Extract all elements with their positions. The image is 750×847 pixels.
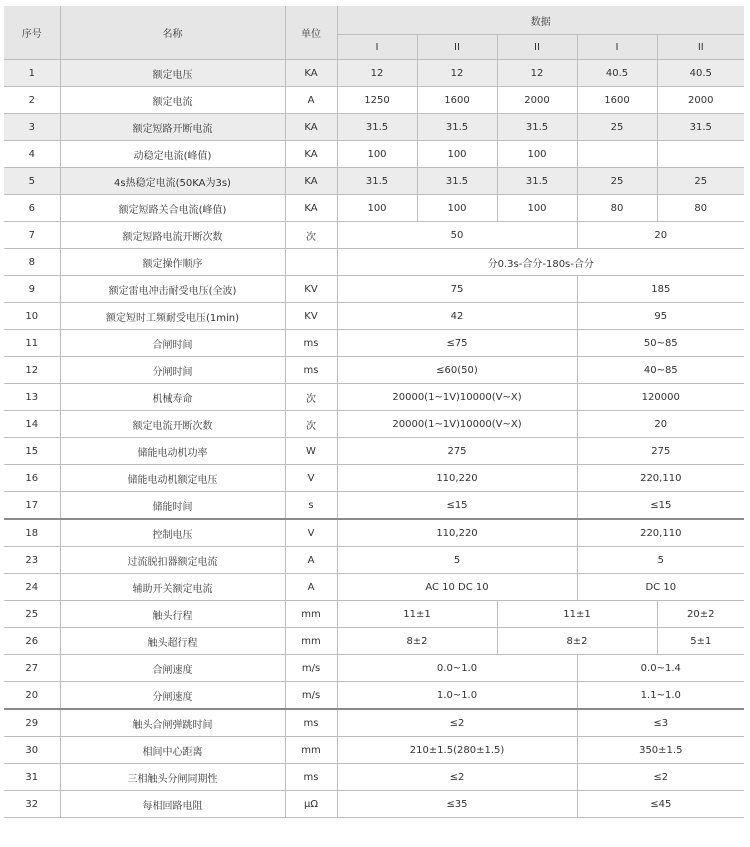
table-row bbox=[4, 168, 744, 195]
row-unit: KA bbox=[285, 141, 337, 168]
row-number: 24 bbox=[4, 574, 60, 601]
row-number: 31 bbox=[4, 764, 60, 791]
row-unit: m/s bbox=[285, 655, 337, 682]
row-number: 16 bbox=[4, 465, 60, 492]
value-cell: 0.0~1.4 bbox=[577, 655, 744, 682]
value-cell: 2000 bbox=[657, 87, 744, 114]
row-number: 4 bbox=[4, 141, 60, 168]
header-no: 序号 bbox=[4, 6, 60, 60]
row-name: 辅助开关额定电流 bbox=[60, 574, 285, 601]
row-name: 储能时间 bbox=[60, 492, 285, 520]
row-unit: KA bbox=[285, 168, 337, 195]
table-row bbox=[4, 357, 744, 384]
value-cell: ≤3 bbox=[577, 709, 744, 737]
value-cell: 75 bbox=[337, 276, 577, 303]
value-cell: 20±2 bbox=[657, 601, 744, 628]
row-number: 18 bbox=[4, 519, 60, 547]
row-name: 4s热稳定电流(50KA为3s) bbox=[60, 168, 285, 195]
row-number: 25 bbox=[4, 601, 60, 628]
value-cell: ≤2 bbox=[337, 709, 577, 737]
row-name: 过流脱扣器额定电流 bbox=[60, 547, 285, 574]
row-name: 每相回路电阻 bbox=[60, 791, 285, 818]
row-number: 23 bbox=[4, 547, 60, 574]
table-row bbox=[4, 709, 744, 737]
value-cell: 11±1 bbox=[337, 601, 497, 628]
value-cell: 40.5 bbox=[577, 60, 657, 87]
row-number: 32 bbox=[4, 791, 60, 818]
value-cell: 50 bbox=[337, 222, 577, 249]
value-cell: 210±1.5(280±1.5) bbox=[337, 737, 577, 764]
table-row bbox=[4, 60, 744, 87]
table-row bbox=[4, 655, 744, 682]
row-name: 额定操作顺序 bbox=[60, 249, 285, 276]
row-name: 合闸速度 bbox=[60, 655, 285, 682]
value-cell: 31.5 bbox=[497, 168, 577, 195]
row-number: 1 bbox=[4, 60, 60, 87]
value-cell: 8±2 bbox=[497, 628, 657, 655]
row-unit bbox=[285, 249, 337, 276]
value-cell: 100 bbox=[337, 195, 417, 222]
row-unit: ms bbox=[285, 330, 337, 357]
value-cell: ≤45 bbox=[577, 791, 744, 818]
value-cell: 25 bbox=[577, 168, 657, 195]
value-cell: 20 bbox=[577, 411, 744, 438]
row-name: 三相触头分闸同期性 bbox=[60, 764, 285, 791]
value-cell: 1.1~1.0 bbox=[577, 682, 744, 710]
value-cell: AC 10 DC 10 bbox=[337, 574, 577, 601]
table-row bbox=[4, 276, 744, 303]
header-row bbox=[4, 6, 744, 35]
row-unit: V bbox=[285, 465, 337, 492]
value-cell: 5 bbox=[337, 547, 577, 574]
row-unit: ms bbox=[285, 764, 337, 791]
row-unit: KV bbox=[285, 276, 337, 303]
table-row bbox=[4, 601, 744, 628]
value-cell: 42 bbox=[337, 303, 577, 330]
value-cell: 12 bbox=[337, 60, 417, 87]
row-unit: A bbox=[285, 574, 337, 601]
row-unit: 次 bbox=[285, 384, 337, 411]
table-row bbox=[4, 764, 744, 791]
row-name: 触头行程 bbox=[60, 601, 285, 628]
table-row bbox=[4, 303, 744, 330]
row-name: 相间中心距离 bbox=[60, 737, 285, 764]
row-unit: KA bbox=[285, 60, 337, 87]
row-name: 额定电流 bbox=[60, 87, 285, 114]
table-row bbox=[4, 682, 744, 710]
row-unit: KA bbox=[285, 195, 337, 222]
row-number: 6 bbox=[4, 195, 60, 222]
value-cell: 40.5 bbox=[657, 60, 744, 87]
value-cell: 25 bbox=[577, 114, 657, 141]
header-data: 数据 bbox=[337, 6, 744, 35]
table-row bbox=[4, 791, 744, 818]
row-name: 分闸速度 bbox=[60, 682, 285, 710]
value-cell: 350±1.5 bbox=[577, 737, 744, 764]
table-row bbox=[4, 195, 744, 222]
table-row bbox=[4, 574, 744, 601]
value-cell: 20 bbox=[577, 222, 744, 249]
value-cell: 2000 bbox=[497, 87, 577, 114]
value-cell: ≤15 bbox=[577, 492, 744, 520]
variant-label: II bbox=[657, 35, 744, 60]
row-name: 动稳定电流(峰值) bbox=[60, 141, 285, 168]
row-number: 20 bbox=[4, 682, 60, 710]
value-cell: 185 bbox=[577, 276, 744, 303]
value-cell: 100 bbox=[337, 141, 417, 168]
value-cell: 31.5 bbox=[337, 114, 417, 141]
value-cell: 80 bbox=[657, 195, 744, 222]
header-name: 名称 bbox=[60, 6, 285, 60]
value-cell: 8±2 bbox=[337, 628, 497, 655]
row-unit: 次 bbox=[285, 411, 337, 438]
row-unit: s bbox=[285, 492, 337, 520]
row-unit: W bbox=[285, 438, 337, 465]
value-cell: 100 bbox=[497, 195, 577, 222]
row-name: 机械寿命 bbox=[60, 384, 285, 411]
value-cell: 11±1 bbox=[497, 601, 657, 628]
row-number: 2 bbox=[4, 87, 60, 114]
value-cell: 5 bbox=[577, 547, 744, 574]
value-cell: 110,220 bbox=[337, 519, 577, 547]
value-cell: ≤60(50) bbox=[337, 357, 577, 384]
row-number: 17 bbox=[4, 492, 60, 520]
row-number: 9 bbox=[4, 276, 60, 303]
variant-label: I bbox=[577, 35, 657, 60]
value-cell: ≤2 bbox=[337, 764, 577, 791]
table-row bbox=[4, 438, 744, 465]
value-cell: 31.5 bbox=[417, 114, 497, 141]
row-unit: ms bbox=[285, 709, 337, 737]
value-cell bbox=[577, 141, 657, 168]
row-name: 储能电动机功率 bbox=[60, 438, 285, 465]
table-row bbox=[4, 411, 744, 438]
row-name: 合闸时间 bbox=[60, 330, 285, 357]
row-number: 3 bbox=[4, 114, 60, 141]
variant-label: II bbox=[417, 35, 497, 60]
row-number: 12 bbox=[4, 357, 60, 384]
spec-table-body bbox=[4, 60, 744, 818]
table-row bbox=[4, 384, 744, 411]
row-number: 8 bbox=[4, 249, 60, 276]
row-name: 控制电压 bbox=[60, 519, 285, 547]
value-cell: 0.0~1.0 bbox=[337, 655, 577, 682]
row-name: 额定电流开断次数 bbox=[60, 411, 285, 438]
row-number: 15 bbox=[4, 438, 60, 465]
row-name: 触头合闸弹跳时间 bbox=[60, 709, 285, 737]
table-row bbox=[4, 465, 744, 492]
value-cell: 110,220 bbox=[337, 465, 577, 492]
table-row bbox=[4, 222, 744, 249]
row-unit: mm bbox=[285, 628, 337, 655]
value-cell: 31.5 bbox=[657, 114, 744, 141]
row-name: 额定雷电冲击耐受电压(全波) bbox=[60, 276, 285, 303]
spec-table bbox=[4, 6, 744, 818]
row-name: 储能电动机额定电压 bbox=[60, 465, 285, 492]
value-cell: ≤35 bbox=[337, 791, 577, 818]
row-number: 13 bbox=[4, 384, 60, 411]
value-cell: ≤15 bbox=[337, 492, 577, 520]
value-cell: 1600 bbox=[577, 87, 657, 114]
table-row bbox=[4, 492, 744, 520]
value-cell: 5±1 bbox=[657, 628, 744, 655]
value-cell: 25 bbox=[657, 168, 744, 195]
table-row bbox=[4, 114, 744, 141]
value-cell: 100 bbox=[417, 195, 497, 222]
row-name: 额定电压 bbox=[60, 60, 285, 87]
row-unit: V bbox=[285, 519, 337, 547]
row-unit: KV bbox=[285, 303, 337, 330]
value-cell: 100 bbox=[417, 141, 497, 168]
value-cell: 1250 bbox=[337, 87, 417, 114]
value-cell: 31.5 bbox=[497, 114, 577, 141]
table-row bbox=[4, 141, 744, 168]
table-row bbox=[4, 547, 744, 574]
value-cell: 80 bbox=[577, 195, 657, 222]
row-unit: m/s bbox=[285, 682, 337, 710]
header-unit: 单位 bbox=[285, 6, 337, 60]
row-number: 5 bbox=[4, 168, 60, 195]
table-row bbox=[4, 330, 744, 357]
row-name: 额定短路关合电流(峰值) bbox=[60, 195, 285, 222]
value-cell: 31.5 bbox=[337, 168, 417, 195]
value-cell: 1600 bbox=[417, 87, 497, 114]
row-unit: A bbox=[285, 547, 337, 574]
value-cell: 20000(1~1V)10000(V~X) bbox=[337, 411, 577, 438]
value-cell: 220,110 bbox=[577, 519, 744, 547]
row-number: 10 bbox=[4, 303, 60, 330]
table-row bbox=[4, 87, 744, 114]
value-cell: 分0.3s-合分-180s-合分 bbox=[337, 249, 744, 276]
value-cell: ≤75 bbox=[337, 330, 577, 357]
row-name: 额定短路开断电流 bbox=[60, 114, 285, 141]
row-unit: μΩ bbox=[285, 791, 337, 818]
row-number: 11 bbox=[4, 330, 60, 357]
value-cell: 95 bbox=[577, 303, 744, 330]
value-cell: DC 10 bbox=[577, 574, 744, 601]
table-row bbox=[4, 519, 744, 547]
row-name: 额定短路电流开断次数 bbox=[60, 222, 285, 249]
table-row bbox=[4, 628, 744, 655]
value-cell: 1.0~1.0 bbox=[337, 682, 577, 710]
value-cell: 50~85 bbox=[577, 330, 744, 357]
table-row bbox=[4, 249, 744, 276]
row-unit: mm bbox=[285, 737, 337, 764]
row-name: 分闸时间 bbox=[60, 357, 285, 384]
variant-label: I bbox=[337, 35, 417, 60]
row-unit: KA bbox=[285, 114, 337, 141]
value-cell: 12 bbox=[497, 60, 577, 87]
row-number: 7 bbox=[4, 222, 60, 249]
row-number: 26 bbox=[4, 628, 60, 655]
row-unit: mm bbox=[285, 601, 337, 628]
value-cell: 31.5 bbox=[417, 168, 497, 195]
value-cell: 12 bbox=[417, 60, 497, 87]
row-unit: ms bbox=[285, 357, 337, 384]
row-number: 29 bbox=[4, 709, 60, 737]
variant-label: II bbox=[497, 35, 577, 60]
value-cell bbox=[657, 141, 744, 168]
value-cell: 120000 bbox=[577, 384, 744, 411]
value-cell: 275 bbox=[577, 438, 744, 465]
value-cell: 100 bbox=[497, 141, 577, 168]
row-number: 30 bbox=[4, 737, 60, 764]
value-cell: 20000(1~1V)10000(V~X) bbox=[337, 384, 577, 411]
row-name: 触头超行程 bbox=[60, 628, 285, 655]
row-unit: A bbox=[285, 87, 337, 114]
row-unit: 次 bbox=[285, 222, 337, 249]
value-cell: 275 bbox=[337, 438, 577, 465]
table-row bbox=[4, 737, 744, 764]
row-name: 额定短时工频耐受电压(1min) bbox=[60, 303, 285, 330]
value-cell: 40~85 bbox=[577, 357, 744, 384]
row-number: 14 bbox=[4, 411, 60, 438]
value-cell: ≤2 bbox=[577, 764, 744, 791]
row-number: 27 bbox=[4, 655, 60, 682]
value-cell: 220,110 bbox=[577, 465, 744, 492]
